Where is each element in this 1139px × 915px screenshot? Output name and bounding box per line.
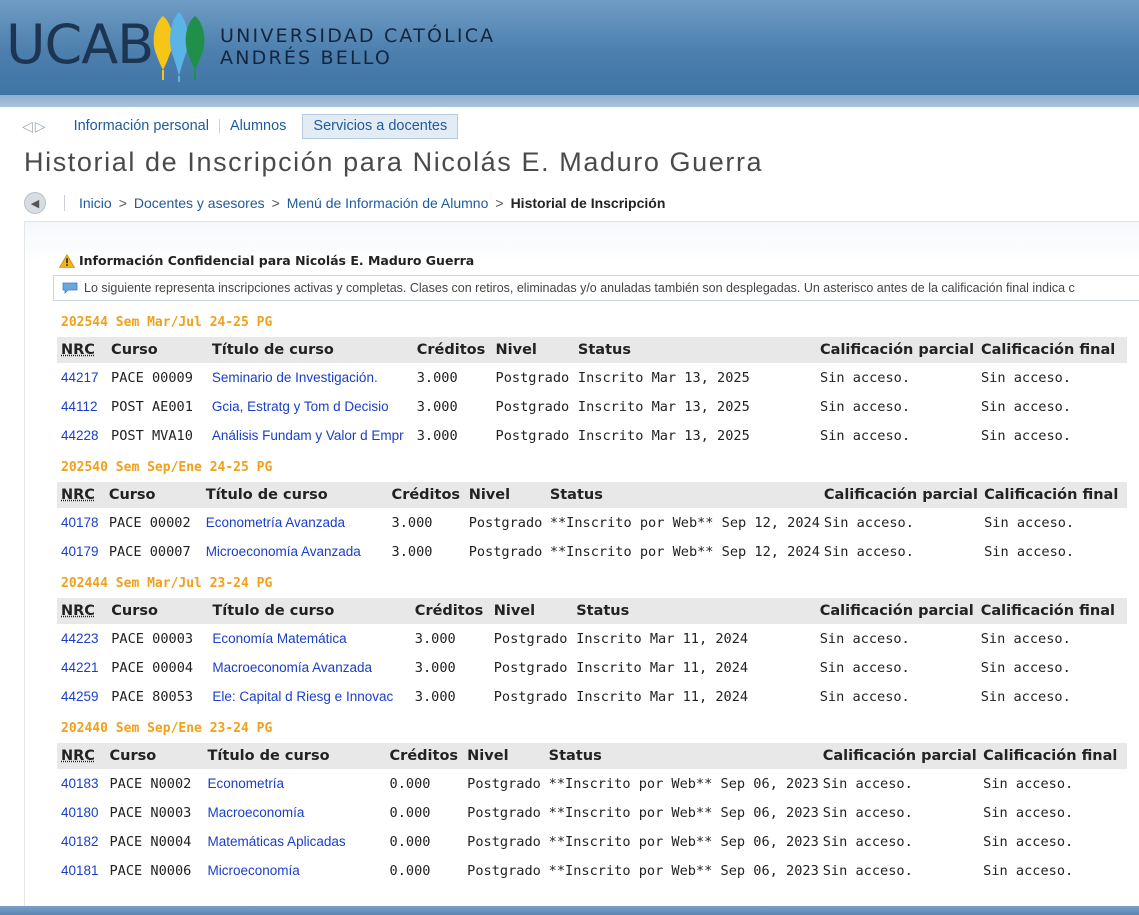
cell-final: Sin acceso.	[984, 543, 1075, 560]
warning-icon	[59, 254, 75, 268]
nav-left-arrow-icon[interactable]: ◁	[22, 117, 33, 134]
tab-alumnos[interactable]: Alumnos	[229, 117, 287, 134]
nrc-link[interactable]: 40181	[61, 863, 99, 878]
breadcrumb-separator: >	[271, 195, 280, 211]
column-header: Título de curso	[204, 743, 386, 769]
cell-curso: POST AE001	[111, 398, 193, 415]
cell-curso: PACE N0003	[109, 804, 192, 821]
table-header-row	[57, 743, 1127, 769]
page-title: Historial de Inscripción para Nicolás E. Maduro Guerra	[24, 147, 764, 177]
cell-curso: PACE 00003	[111, 630, 194, 647]
table-header-row	[57, 598, 1127, 624]
cell-creditos: 3.000	[414, 688, 456, 705]
nrc-link[interactable]: 40179	[61, 544, 99, 559]
cell-final: Sin acceso.	[983, 833, 1074, 850]
column-header: Curso	[107, 337, 208, 363]
footer-strip	[0, 906, 1139, 915]
cell-nivel: Postgrado	[493, 630, 568, 647]
nav-right-arrow-icon[interactable]: ▷	[34, 117, 46, 134]
cell-nivel: Postgrado	[495, 427, 570, 444]
column-header: Créditos	[413, 337, 492, 363]
cell-final: Sin acceso.	[980, 398, 1072, 415]
table-row	[57, 363, 1127, 392]
cell-curso: POST MVA10	[111, 427, 193, 444]
confidential-notice	[59, 253, 474, 268]
column-header: Calificación final	[980, 482, 1127, 508]
cell-final: Sin acceso.	[980, 659, 1071, 676]
cell-nivel: Postgrado	[493, 688, 568, 705]
cell-curso: PACE N0002	[109, 775, 192, 792]
cell-creditos: 0.000	[389, 804, 431, 821]
term-title: 202444 Sem Mar/Jul 23-24 PG	[61, 576, 273, 591]
column-header: Nivel	[490, 598, 572, 624]
registration-table	[57, 337, 1127, 450]
cell-nivel: Postgrado	[493, 659, 568, 676]
breadcrumb-current: Historial de Inscripción	[510, 195, 666, 211]
column-header[interactable]: NRC	[57, 337, 107, 363]
cell-nivel: Postgrado	[467, 833, 541, 850]
cell-status: Inscrito Mar 13, 2025	[577, 369, 750, 386]
nrc-link[interactable]: 44228	[61, 428, 99, 443]
table-row	[57, 392, 1127, 421]
cell-creditos: 3.000	[416, 427, 458, 444]
cell-creditos: 0.000	[389, 775, 431, 792]
cell-final: Sin acceso.	[980, 630, 1071, 647]
course-title-link[interactable]: Análisis Fundam y Valor d Empr	[211, 428, 404, 443]
column-header: Título de curso	[208, 337, 413, 363]
nrc-link[interactable]: 44259	[61, 689, 99, 704]
cell-final: Sin acceso.	[980, 369, 1072, 386]
cell-final: Sin acceso.	[983, 862, 1074, 879]
column-header: Calificación parcial	[816, 598, 977, 624]
column-header: Status	[545, 743, 819, 769]
column-header: Calificación parcial	[820, 482, 980, 508]
column-header: Calificación final	[977, 598, 1127, 624]
course-title-link[interactable]: Matemáticas Aplicadas	[207, 834, 346, 849]
ucab-logo-icon	[143, 10, 215, 82]
course-title-link[interactable]: Ele: Capital d Riesg e Innovac	[212, 689, 394, 704]
cell-status: **Inscrito por Web** Sep 06, 2023	[548, 833, 819, 850]
column-header: Créditos	[386, 743, 464, 769]
nrc-link[interactable]: 40178	[61, 515, 99, 530]
cell-parcial: Sin acceso.	[822, 862, 913, 879]
cell-final: Sin acceso.	[983, 775, 1074, 792]
university-name-line2: ANDRÉS BELLO	[220, 47, 393, 69]
column-header: Título de curso	[208, 598, 410, 624]
table-header-row	[57, 482, 1127, 508]
table-row	[57, 421, 1127, 450]
table-row	[57, 798, 1127, 827]
column-header: Curso	[105, 743, 203, 769]
table-row	[57, 827, 1127, 856]
column-header: Calificación parcial	[819, 743, 979, 769]
nrc-link[interactable]: 44223	[61, 631, 99, 646]
cell-status: Inscrito Mar 13, 2025	[577, 398, 750, 415]
breadcrumb-docentes[interactable]: Docentes y asesores	[133, 195, 265, 211]
course-title-link[interactable]: Seminario de Investigación.	[211, 370, 378, 385]
cell-parcial: Sin acceso.	[820, 427, 911, 444]
course-title-link[interactable]: Gcia, Estratg y Tom d Decisio	[211, 399, 389, 414]
table-row	[57, 508, 1127, 537]
nav-arrows[interactable]	[22, 118, 46, 135]
cell-parcial: Sin acceso.	[822, 833, 913, 850]
table-row	[57, 624, 1127, 653]
cell-creditos: 3.000	[391, 514, 433, 531]
main-nav	[22, 114, 458, 138]
cell-final: Sin acceso.	[980, 427, 1072, 444]
nrc-link[interactable]: 44112	[61, 399, 98, 414]
column-header: Curso	[107, 598, 208, 624]
table-row	[57, 856, 1127, 885]
cell-creditos: 0.000	[389, 862, 431, 879]
cell-parcial: Sin acceso.	[819, 688, 910, 705]
cell-parcial: Sin acceso.	[822, 804, 913, 821]
table-row	[57, 653, 1127, 682]
term-title: 202440 Sem Sep/Ene 23-24 PG	[61, 721, 273, 736]
table-row	[57, 537, 1127, 566]
registration-table	[57, 482, 1127, 566]
cell-final: Sin acceso.	[980, 688, 1071, 705]
column-header[interactable]: NRC	[57, 482, 105, 508]
content-panel	[24, 221, 1139, 907]
cell-creditos: 3.000	[414, 630, 456, 647]
cell-creditos: 3.000	[416, 369, 458, 386]
cell-status: Inscrito Mar 13, 2025	[577, 427, 750, 444]
header-strip	[0, 95, 1139, 107]
course-title-link[interactable]: Microeconomía	[207, 863, 300, 878]
course-title-link[interactable]: Econometría	[207, 776, 285, 791]
info-box	[53, 275, 1139, 301]
column-header: Status	[574, 337, 816, 363]
cell-creditos: 3.000	[391, 543, 433, 560]
column-header[interactable]: NRC	[57, 743, 105, 769]
breadcrumb-divider	[64, 195, 65, 211]
cell-status: **Inscrito por Web** Sep 06, 2023	[548, 862, 819, 879]
cell-nivel: Postgrado	[495, 398, 570, 415]
nrc-link[interactable]: 40183	[61, 776, 99, 791]
column-header: Curso	[105, 482, 202, 508]
cell-parcial: Sin acceso.	[819, 630, 910, 647]
column-header: Nivel	[492, 337, 574, 363]
cell-nivel: Postgrado	[495, 369, 570, 386]
column-header: Título de curso	[202, 482, 388, 508]
cell-final: Sin acceso.	[983, 804, 1074, 821]
cell-nivel: Postgrado	[467, 862, 541, 879]
course-title-link[interactable]: Economía Matemática	[212, 631, 347, 646]
nrc-link[interactable]: 40182	[61, 834, 99, 849]
column-header: Nivel	[463, 743, 545, 769]
column-header: Créditos	[411, 598, 490, 624]
university-name-line1: UNIVERSIDAD CATÓLICA	[220, 25, 496, 47]
confidential-title: Información Confidencial para Nicolás E. Maduro Guerra	[79, 253, 475, 268]
cell-status: Inscrito Mar 11, 2024	[576, 630, 749, 647]
cell-status: **Inscrito por Web** Sep 12, 2024	[549, 514, 820, 531]
table-row	[57, 682, 1127, 711]
cell-parcial: Sin acceso.	[823, 543, 914, 560]
cell-status: **Inscrito por Web** Sep 06, 2023	[548, 775, 819, 792]
term-title: 202540 Sem Sep/Ene 24-25 PG	[61, 460, 273, 475]
cell-parcial: Sin acceso.	[820, 369, 911, 386]
cell-curso: PACE N0006	[109, 862, 192, 879]
breadcrumb-menu-alumno[interactable]: Menú de Información de Alumno	[286, 195, 489, 211]
column-header: Créditos	[388, 482, 465, 508]
cell-creditos: 3.000	[416, 398, 458, 415]
info-text: Lo siguiente representa inscripciones activas y completas. Clases con retiros, eliminadas y/o anuladas también son desplegadas. Un asterisco antes de la calificación final indica c	[84, 281, 1075, 295]
breadcrumb	[24, 192, 665, 214]
cell-nivel: Postgrado	[468, 514, 543, 531]
cell-status: **Inscrito por Web** Sep 12, 2024	[549, 543, 820, 560]
cell-parcial: Sin acceso.	[822, 775, 913, 792]
column-header: Status	[572, 598, 816, 624]
registration-table	[57, 743, 1127, 885]
cell-status: **Inscrito por Web** Sep 06, 2023	[548, 804, 819, 821]
cell-parcial: Sin acceso.	[820, 398, 911, 415]
cell-curso: PACE 00007	[108, 543, 191, 560]
cell-nivel: Postgrado	[467, 804, 541, 821]
column-header: Calificación final	[977, 337, 1127, 363]
table-header-row	[57, 337, 1127, 363]
column-header: Nivel	[465, 482, 546, 508]
cell-curso: PACE 00004	[111, 659, 194, 676]
column-header: Calificación parcial	[816, 337, 977, 363]
breadcrumb-inicio[interactable]: Inicio	[79, 195, 112, 211]
column-header: Status	[546, 482, 820, 508]
nrc-link[interactable]: 44217	[61, 370, 99, 385]
cell-creditos: 3.000	[414, 659, 456, 676]
cell-status: Inscrito Mar 11, 2024	[576, 688, 749, 705]
cell-curso: PACE N0004	[109, 833, 192, 850]
term-title: 202544 Sem Mar/Jul 24-25 PG	[61, 315, 273, 330]
comment-icon	[62, 282, 78, 294]
course-title-link[interactable]: Macroeconomía Avanzada	[212, 660, 372, 675]
course-title-link[interactable]: Econometría Avanzada	[205, 515, 346, 530]
nrc-link[interactable]: 40180	[61, 805, 99, 820]
logo-text: UCAB	[6, 13, 154, 76]
cell-curso: PACE 80053	[111, 688, 194, 705]
nrc-link[interactable]: 44221	[61, 660, 99, 675]
cell-creditos: 0.000	[389, 833, 431, 850]
cell-parcial: Sin acceso.	[819, 659, 910, 676]
tab-servicios-a-docentes[interactable]: Servicios a docentes	[302, 114, 458, 139]
tab-informacion-personal[interactable]: Información personal	[73, 117, 209, 134]
cell-curso: PACE 00002	[108, 514, 191, 531]
breadcrumb-separator: >	[118, 195, 127, 211]
column-header[interactable]: NRC	[57, 598, 107, 624]
cell-curso: PACE 00009	[111, 369, 193, 386]
cell-nivel: Postgrado	[468, 543, 543, 560]
back-button[interactable]	[24, 192, 46, 214]
course-title-link[interactable]: Macroeconomía	[207, 805, 305, 820]
cell-nivel: Postgrado	[467, 775, 541, 792]
breadcrumb-separator: >	[495, 195, 504, 211]
course-title-link[interactable]: Microeconomía Avanzada	[205, 544, 361, 559]
back-arrow-icon: ◀	[30, 197, 40, 210]
registration-table	[57, 598, 1127, 711]
column-header: Calificación final	[979, 743, 1127, 769]
cell-parcial: Sin acceso.	[823, 514, 914, 531]
cell-status: Inscrito Mar 11, 2024	[576, 659, 749, 676]
site-header	[0, 0, 1139, 95]
table-row	[57, 769, 1127, 798]
cell-final: Sin acceso.	[984, 514, 1075, 531]
